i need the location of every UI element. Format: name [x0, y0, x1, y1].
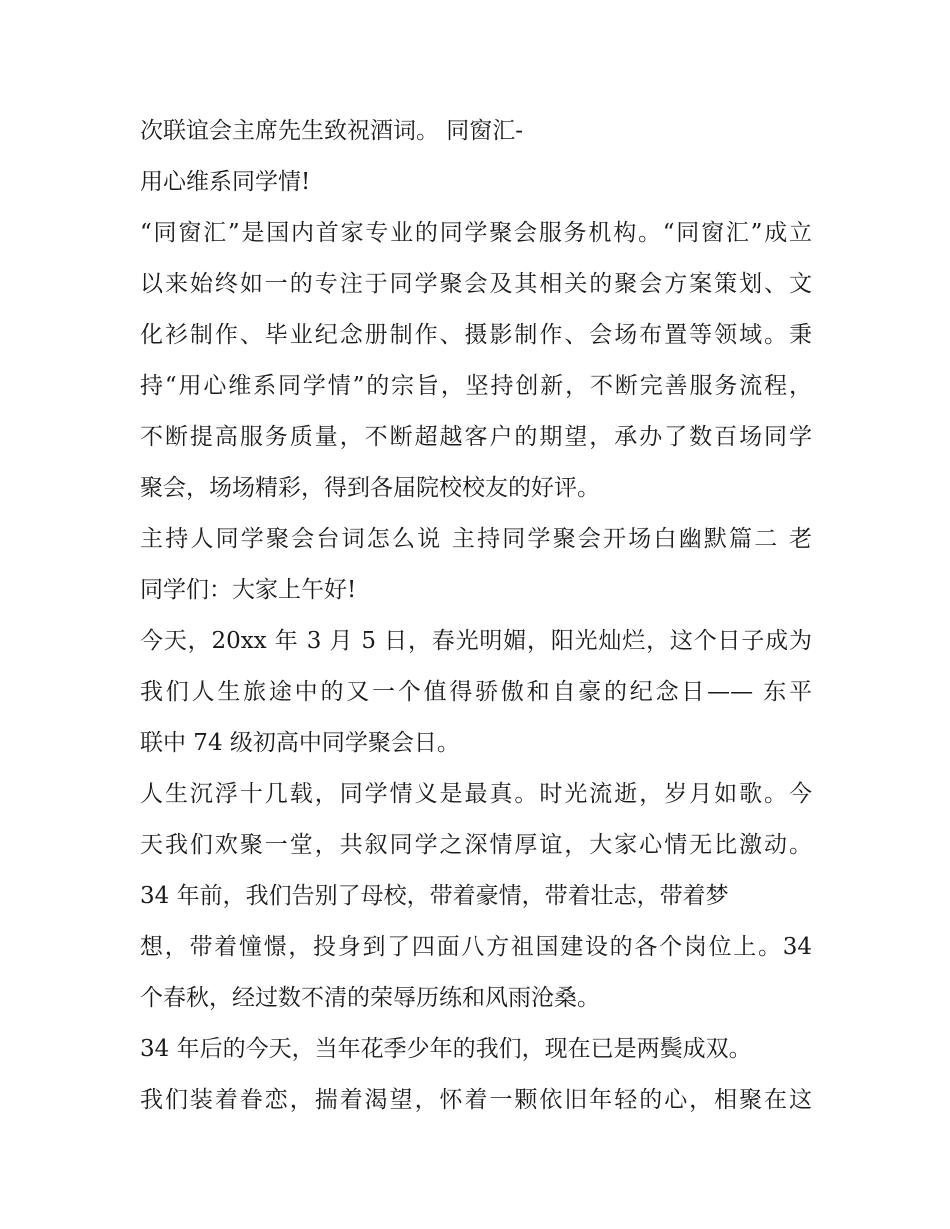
text-line-14: 人生沉浮十几载，同学情义是最真。时光流逝，岁月如歌。今 — [140, 781, 812, 807]
text-line-16: 34 年前，我们告别了母校，带着豪情，带着壮志，带着梦 — [140, 883, 729, 909]
text-line-12: 我们人生旅途中的又一个值得骄傲和自豪的纪念日—— 东平 — [140, 679, 812, 705]
text-line-7: 不断提高服务质量，不断超越客户的期望，承办了数百场同学 — [140, 424, 812, 450]
text-line-6: 持“用心维系同学情”的宗旨，坚持创新，不断完善服务流程， — [140, 373, 812, 399]
text-line-8: 聚会，场场精彩，得到各届院校校友的好评。 — [140, 475, 600, 501]
text-line-15: 天我们欢聚一堂，共叙同学之深情厚谊，大家心情无比激动。 — [140, 832, 812, 858]
document-body — [140, 106, 812, 1126]
text-line-18: 个春秋，经过数不清的荣辱历练和风雨沧桑。 — [140, 985, 600, 1011]
text-line-4: 以来始终如一的专注于同学聚会及其相关的聚会方案策划、文 — [140, 271, 812, 297]
text-line-9: 主持人同学聚会台词怎么说 主持同学聚会开场白幽默篇二 老 — [140, 526, 812, 552]
text-line-20: 我们装着眷恋，揣着渴望，怀着一颗依旧年轻的心，相聚在这 — [140, 1087, 812, 1113]
text-line-3: “同窗汇”是国内首家专业的同学聚会服务机构。“同窗汇”成立 — [140, 220, 812, 246]
text-line-10: 同学们：大家上午好! — [140, 577, 357, 603]
text-line-5: 化衫制作、毕业纪念册制作、摄影制作、会场布置等领域。秉 — [140, 322, 812, 348]
text-line-2: 用心维系同学情! — [140, 169, 311, 195]
text-line-13: 联中 74 级初高中同学聚会日。 — [140, 730, 460, 756]
text-line-11: 今天，20xx 年 3 月 5 日，春光明媚，阳光灿烂，这个日子成为 — [140, 628, 812, 654]
text-line-19: 34 年后的今天，当年花季少年的我们，现在已是两鬓成双。 — [140, 1036, 752, 1062]
text-line-1: 次联谊会主席先生致祝酒词。 同窗汇- — [140, 118, 524, 144]
text-line-17: 想，带着憧憬，投身到了四面八方祖国建设的各个岗位上。34 — [140, 934, 812, 960]
